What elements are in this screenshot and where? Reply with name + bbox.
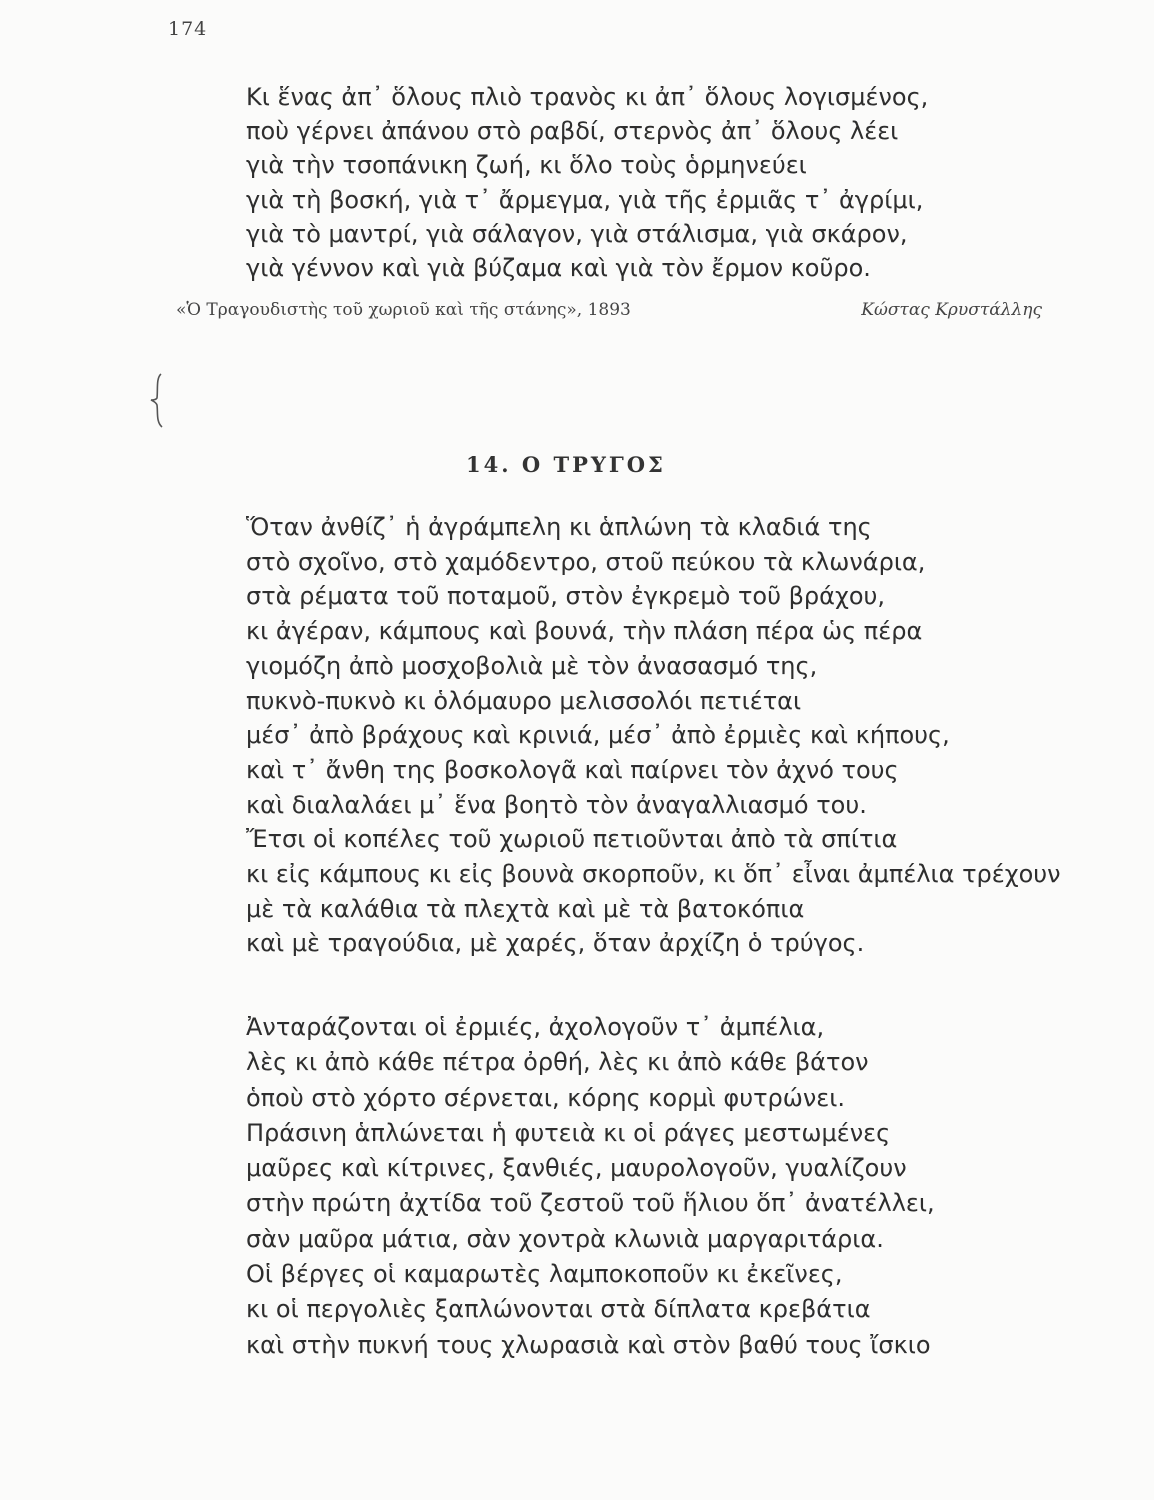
poem-line: μὲ τὰ καλάθια τὰ πλεχτὰ καὶ μὲ τὰ βατοκόπια — [246, 894, 805, 923]
poem-line: πυκνὸ-πυκνὸ κι ὁλόμαυρο μελισσολόι πετιέται — [246, 686, 802, 715]
poem-line: στὸ σχοῖνο, στὸ χαμόδεντρο, στοῦ πεύκου τὰ κλωνάρια, — [246, 547, 926, 576]
page-number: 174 — [168, 18, 208, 40]
poem-line: κι εἰς κάμπους κι εἰς βουνὰ σκορποῦν, κι ὅπ᾽ εἶναι ἀμπέλια τρέχουν — [246, 860, 1061, 889]
poem-line: γιὰ τὸ μαντρί, γιὰ σάλαγον, γιὰ στάλισμα, γιὰ σκάρον, — [246, 219, 908, 248]
poem-top — [246, 80, 928, 285]
poem-line: Ἔτσι οἱ κοπέλες τοῦ χωριοῦ πετιοῦνται ἀπὸ τὰ σπίτια — [246, 825, 898, 854]
poem-line: Ἀνταράζονται οἱ ἐρμιές, ἀχολογοῦν τ᾽ ἀμπέλια, — [246, 1013, 825, 1041]
poem-line: σὰν μαῦρα μάτια, σὰν χοντρὰ κλωνιὰ μαργαριτάρια. — [246, 1224, 884, 1253]
section-title: 14. Ο ΤΡΥΓΟΣ — [466, 452, 666, 477]
poem-line: κι ἀγέραν, κάμπους καὶ βουνά, τὴν πλάση πέρα ὡς πέρα — [246, 617, 923, 646]
poem-line: μαῦρες καὶ κίτρινες, ξανθιές, μαυρολογοῦν, γυαλίζουν — [246, 1154, 907, 1183]
poem-line: καὶ διαλαλάει μ᾽ ἕνα βοητὸ τὸν ἀναγαλλιασμό του. — [246, 790, 867, 819]
poem-line: γιὰ τὴν τσοπάνικη ζωή, κι ὅλο τοὺς ὁρμηνεύει — [246, 151, 807, 180]
poem-line: γιὰ γέννον καὶ γιὰ βύζαμα καὶ γιὰ τὸν ἔρμον κοῦρο. — [246, 254, 871, 283]
poem-line: καὶ τ᾽ ἄνθη της βοσκολογᾶ καὶ παίρνει τὸν ἀχνό τους — [246, 755, 899, 784]
poem-line: κι οἱ περγολιὲς ξαπλώνονται στὰ δίπλατα κρεβάτια — [246, 1295, 871, 1324]
attribution-source: «Ὁ Τραγουδιστὴς τοῦ χωριοῦ καὶ τῆς στάνης», 1893 — [176, 300, 631, 320]
poem-line: Κι ἕνας ἀπ᾽ ὅλους πλιὸ τρανὸς κι ἀπ᾽ ὅλους λογισμένος, — [246, 83, 929, 111]
poem-line: ποὺ γέρνει ἀπάνου στὸ ραβδί, στερνὸς ἀπ᾽ ὅλους λέει — [246, 117, 899, 146]
poem-stanza-2 — [246, 1010, 935, 1363]
poem-line: Ὅταν ἀνθίζ᾽ ἡ ἀγράμπελη κι ἁπλώνη τὰ κλαδιά της — [246, 513, 872, 541]
poem-line: στὴν πρώτη ἀχτίδα τοῦ ζεστοῦ τοῦ ἥλιου ὅπ᾽ ἀνατέλλει, — [246, 1189, 935, 1218]
poem-line: στὰ ρέματα τοῦ ποταμοῦ, στὸν ἐγκρεμὸ τοῦ βράχου, — [246, 582, 886, 611]
attribution-author: Κώστας Κρυστάλλης — [861, 300, 1042, 320]
poem-line: γιὰ τὴ βοσκή, γιὰ τ᾽ ἄρμεγμα, γιὰ τῆς ἐρμιᾶς τ᾽ ἀγρίμι, — [246, 185, 924, 214]
poem-line: Οἱ βέργες οἱ καμαρωτὲς λαμποκοποῦν κι ἐκεῖνες, — [246, 1260, 843, 1289]
margin-bracket-mark — [150, 372, 166, 428]
poem-line: ὁποὺ στὸ χόρτο σέρνεται, κόρης κορμὶ φυτρώνει. — [246, 1083, 845, 1112]
poem-line: μέσ᾽ ἀπὸ βράχους καὶ κρινιά, μέσ᾽ ἀπὸ ἐρμιὲς καὶ κήπους, — [246, 721, 950, 750]
poem-stanza-1 — [246, 510, 1061, 961]
poem-line: γιομόζη ἀπὸ μοσχοβολιὰ μὲ τὸν ἀνασασμό της, — [246, 651, 818, 680]
poem-line: λὲς κι ἀπὸ κάθε πέτρα ὀρθή, λὲς κι ἀπὸ κάθε βάτον — [246, 1048, 869, 1077]
poem-line: καὶ στὴν πυκνή τους χλωρασιὰ καὶ στὸν βαθύ τους ἴσκιο — [246, 1330, 931, 1359]
poem-line: Πράσινη ἁπλώνεται ἡ φυτειὰ κι οἱ ράγες μεστωμένες — [246, 1118, 891, 1147]
poem-line: καὶ μὲ τραγούδια, μὲ χαρές, ὅταν ἀρχίζη ὁ τρύγος. — [246, 929, 865, 958]
